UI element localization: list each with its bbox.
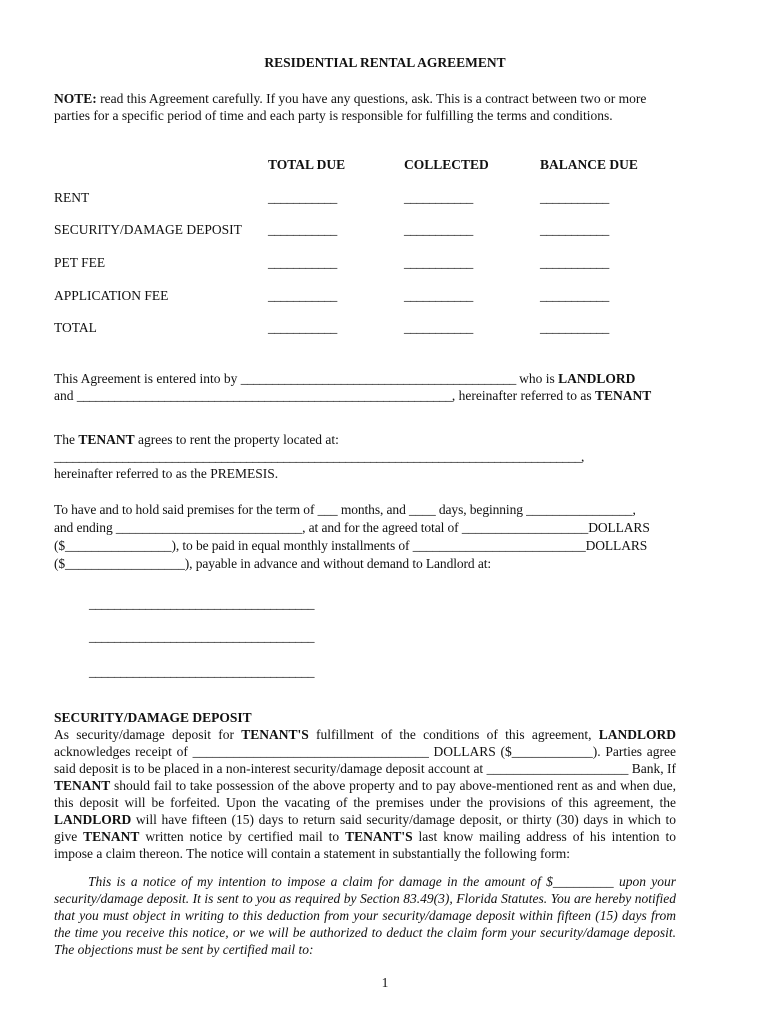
term-line: To have and to hold said premises for the term of ___ months, and ____ days, beginning ________________, <box>54 502 636 517</box>
parties-paragraph <box>54 370 676 404</box>
landlord-term: LANDLORD <box>558 371 636 386</box>
tenant-term: TENANT <box>83 829 140 844</box>
deposit-section <box>54 709 676 862</box>
deposit-text: should fail to take possession of the above property and to pay above-mentioned rent as and when due, this deposit will be forfeited. Upon the vacating of the premises under the provisions of this agreement, the <box>54 778 676 810</box>
fee-blank[interactable]: ___________ <box>404 190 473 205</box>
fee-blank[interactable]: ___________ <box>268 288 337 303</box>
fee-blank[interactable]: ___________ <box>540 190 609 205</box>
note-label: NOTE: <box>54 91 97 106</box>
deposit-text: fulfillment of the conditions of this agreement, <box>308 727 599 742</box>
parties-text: who is <box>515 371 559 386</box>
fee-blank[interactable]: ___________ <box>540 255 609 270</box>
tenant-term: TENANT <box>595 388 652 403</box>
fee-label: SECURITY/DAMAGE DEPOSIT <box>54 222 242 237</box>
term-line: and ending ____________________________, at and for the agreed total of ___________________DOLLARS <box>54 520 650 535</box>
deposit-heading: SECURITY/DAMAGE DEPOSIT <box>54 710 252 725</box>
fee-blank[interactable]: ___________ <box>404 288 473 303</box>
property-line-1 <box>54 431 676 448</box>
deposit-text: written notice by certified mail to <box>139 829 346 844</box>
fee-label: RENT <box>54 190 90 205</box>
fee-label: APPLICATION FEE <box>54 288 169 303</box>
fee-blank[interactable]: ___________ <box>540 222 609 237</box>
landlord-term: LANDLORD <box>54 812 132 827</box>
fee-blank[interactable]: ___________ <box>540 288 609 303</box>
parties-text: and <box>54 388 77 403</box>
parties-line-2 <box>54 387 676 404</box>
payment-address-line[interactable]: ____________________________________ <box>89 596 314 611</box>
parties-text: , hereinafter referred to as <box>451 388 596 403</box>
property-address-blank[interactable]: _____________________________________________________________________________________, <box>54 449 584 464</box>
deposit-text: will have fifteen (15) days to return said security/damage deposit, or thirty (30) days in which to give <box>54 812 676 844</box>
note-paragraph <box>54 90 676 124</box>
payment-address-line[interactable]: ____________________________________ <box>89 629 314 644</box>
tenant-term: TENANT <box>54 778 111 793</box>
fee-label: PET FEE <box>54 255 106 270</box>
term-paragraph <box>54 501 676 572</box>
document-title: RESIDENTIAL RENTAL AGREEMENT <box>264 55 506 70</box>
property-paragraph <box>54 431 676 482</box>
col-header-total-due: TOTAL DUE <box>268 157 346 172</box>
fee-blank[interactable]: ___________ <box>268 320 337 335</box>
tenant-term: TENANT'S <box>241 727 309 742</box>
tenant-name-blank[interactable]: ____________________________________________________________ <box>76 388 452 403</box>
col-header-balance-due: BALANCE DUE <box>540 157 638 172</box>
fee-blank[interactable]: ___________ <box>404 320 473 335</box>
deposit-paragraph <box>54 726 676 862</box>
tenant-term: TENANT'S <box>345 829 413 844</box>
col-header-collected: COLLECTED <box>404 157 489 172</box>
deposit-text: As security/damage deposit for <box>54 727 242 742</box>
payment-address-line[interactable]: ____________________________________ <box>89 664 314 679</box>
fee-blank[interactable]: ___________ <box>404 222 473 237</box>
parties-text: This Agreement is entered into by <box>54 371 241 386</box>
tenant-term: TENANT <box>78 432 135 447</box>
page-number: 1 <box>381 975 389 990</box>
fee-blank[interactable]: ___________ <box>540 320 609 335</box>
property-text: hereinafter referred to as the PREMESIS. <box>54 466 279 481</box>
fee-blank[interactable]: ___________ <box>268 190 337 205</box>
property-text: The <box>54 432 79 447</box>
note-text: read this Agreement carefully. If you have any questions, ask. This is a contract between two or more parties for a specific period of time and each party is responsible for fulfilling the terms and conditions. <box>54 91 647 123</box>
fee-label: TOTAL <box>54 320 97 335</box>
deposit-text: acknowledges receipt of ___________________________________ DOLLARS ($____________). Parties agree said deposit is to be placed in a non-interest security/damage deposit account at _____________________ Bank, If <box>54 744 676 776</box>
deposit-text: last know mailing address of his intention to impose a claim thereon. The notice will contain a statement in substantially the following form: <box>54 829 676 861</box>
notice-paragraph: This is a notice of my intention to impose a claim for damage in the amount of $_________ upon your security/damage deposit. It is sent to you as required by Section 83.49(3), Florida Statutes. You are hereby notified that you must object in writing to this deduction from your security/damage deposit within fifteen (15) days from the time you receive this notice, or we will be authorized to deduct the claim form your security/damage deposit. The objections must be sent by certified mail to: <box>54 874 676 957</box>
term-line: ($__________________), payable in advance and without demand to Landlord at: <box>54 556 492 571</box>
fee-blank[interactable]: ___________ <box>268 255 337 270</box>
landlord-term: LANDLORD <box>598 727 676 742</box>
term-line: ($________________), to be paid in equal monthly installments of __________________________DOLLARS <box>54 538 648 553</box>
landlord-name-blank[interactable]: ____________________________________________ <box>240 371 516 386</box>
fee-blank[interactable]: ___________ <box>268 222 337 237</box>
fee-blank[interactable]: ___________ <box>404 255 473 270</box>
property-text: agrees to rent the property located at: <box>134 432 339 447</box>
parties-line-1 <box>54 370 676 387</box>
